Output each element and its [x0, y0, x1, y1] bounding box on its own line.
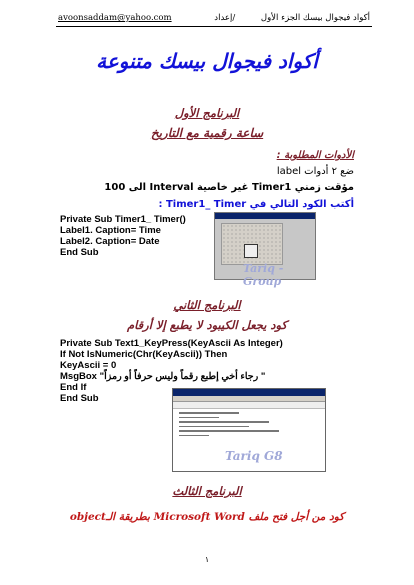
page-title: أكواد فيجوال بيسك متنوعة [96, 49, 318, 73]
tools-line-2: مؤقت زمني Timer1 غير خاصية Interval الى 100 [104, 182, 354, 193]
program3-heading: البرنامج الثالث [172, 484, 242, 498]
code-line: End If [60, 382, 87, 393]
program3-subheading: كود من أجل فتح ملف Microsoft Word بطريقة الـobject [69, 511, 345, 523]
page-number: ١ [204, 555, 210, 564]
header-title: أكواد فيجوال بيسك الجزء الأول [260, 13, 370, 23]
code-editor-screenshot [172, 388, 326, 472]
write-code-line: أكتب الكود التالي في Timer1_ Timer : [158, 199, 354, 210]
program2-heading: البرنامج الثاني [173, 298, 241, 312]
header-rule [56, 26, 372, 27]
object-combo [173, 402, 325, 409]
tools-line-1: ضع ٢ أدوات label [276, 166, 354, 177]
code-line: MsgBox "رجاء أخي إطبع رقماً وليس حرفاً أو رمزاً " [60, 371, 266, 382]
code-line-shape [179, 430, 279, 432]
code-line: End Sub [60, 247, 99, 258]
program1-code [60, 214, 186, 258]
code-line: Label2. Caption= Date [60, 236, 160, 247]
program1-subheading: ساعة رقمية مع التاريخ [150, 126, 264, 140]
code-line: Private Sub Timer1_ Timer() [60, 214, 186, 225]
watermark: Tariq G8 [225, 449, 283, 463]
window-title-bar [173, 389, 325, 396]
author-label: إعداد/ [214, 13, 236, 23]
program1-heading: البرنامج الأول [174, 106, 240, 120]
code-line: End Sub [60, 393, 99, 404]
header-author [58, 13, 235, 23]
code-line: Private Sub Text1_KeyPress(KeyAscii As Integer) [60, 338, 283, 349]
code-line-shape [179, 417, 219, 419]
tools-label: الأدوات المطلوبة : [276, 150, 354, 161]
code-line: Label1. Caption= Time [60, 225, 161, 236]
code-line-shape [179, 435, 209, 437]
window-title-bar [215, 213, 315, 219]
code-line: KeyAscii = 0 [60, 360, 117, 371]
code-line-shape [179, 426, 249, 428]
author-email-link[interactable]: avoonsaddam@yahoo.com [58, 13, 172, 23]
timer-icon [244, 244, 258, 258]
program2-subheading: كود يجعل الكيبود لا يطبع إلا أرقام [127, 318, 287, 332]
form-designer [221, 223, 283, 265]
code-line: If Not IsNumeric(Chr(KeyAscii)) Then [60, 349, 228, 360]
code-line-shape [179, 421, 269, 423]
watermark: Tariq - Group [243, 262, 284, 288]
timer-form-screenshot [214, 212, 316, 288]
code-line-shape [179, 412, 239, 414]
